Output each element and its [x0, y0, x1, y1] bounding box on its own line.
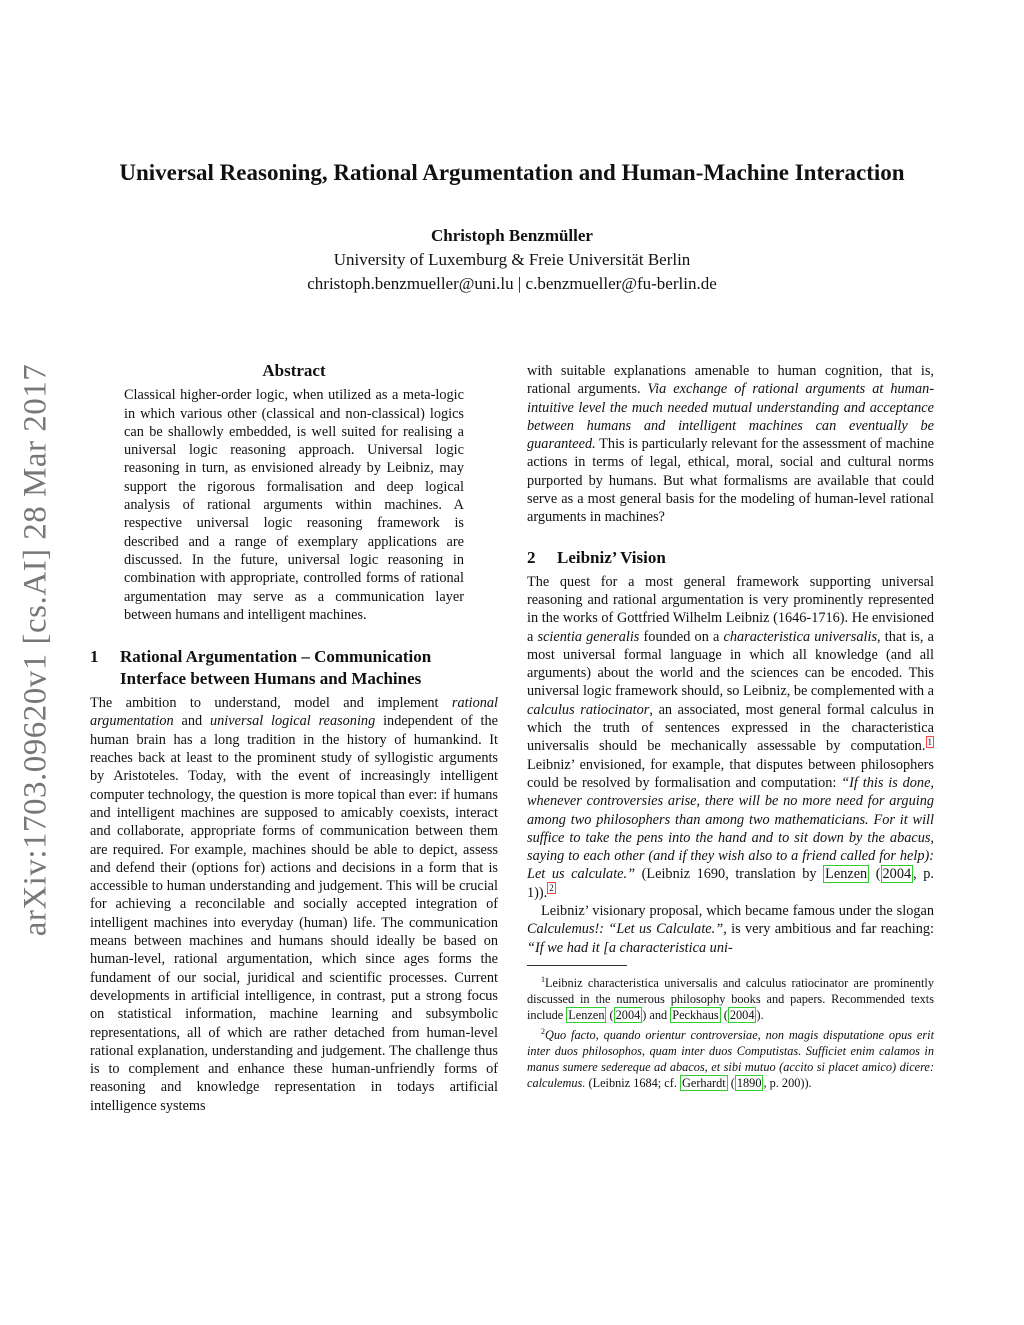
footnote-citation-gerhardt-link[interactable]: Gerhardt: [682, 1076, 726, 1091]
abstract-text: Classical higher-order logic, when utilized as a meta-logic in which various other (classical and non-classical) logics can be shallowly embedded, is well suited for realising a universal logic reasoning approach. Universal logic reasoning in turn, as envisioned already by Leibniz, may support the rigorous formalisation and deep logical analysis of rational arguments within machines. A respective universal logic reasoning framework is described and a range of exemplary applications are discussed. In the future, universal logic reasoning in combination with appropriate, controlled forms of rational argumentation may serve as a communication layer between humans and intelligent machines.: [124, 387, 464, 623]
footnote-citation-peckhaus-year-link[interactable]: 2004: [729, 1008, 755, 1023]
section-2-paragraph-2: Leibniz’ visionary proposal, which became famous under the slogan Calculemus!: “Let us Calculate.”, is very ambitious and far reaching: “If we had it [a characteristica uni-: [527, 903, 934, 956]
arxiv-stamp: arXiv:1703.09620v1 [cs.AI] 28 Mar 2017: [17, 363, 54, 937]
section-1-number: 1: [90, 647, 99, 667]
author-name: Christoph Benzmüller: [431, 226, 593, 245]
footnote-1: $^1$Leibniz characteristica universalis and calculus ratiocinator are prominently discussed in the numerous philosophy books and papers. Recommended texts include Lenzen ( 2004 ) and Peckhaus ( 2004 ).: [527, 974, 934, 1023]
left-column: [90, 362, 498, 1115]
citation-lenzen-year-link[interactable]: 2004: [882, 866, 912, 883]
footnote-citation-lenzen-year-link[interactable]: 2004: [615, 1008, 641, 1023]
footnote-citation-lenzen-link[interactable]: Lenzen: [568, 1008, 605, 1023]
section-1-title-line1: Rational Argumentation – Communication: [120, 647, 432, 667]
paper-title: Universal Reasoning, Rational Argumentation and Human-Machine Interaction: [119, 160, 905, 185]
section-1-heading: [90, 646, 498, 690]
footnote-2-link[interactable]: 2: [549, 882, 554, 893]
author-affiliation: University of Luxemburg & Freie Universität Berlin: [333, 250, 691, 269]
section-2-number: 2: [527, 547, 536, 567]
section-2-title: Leibniz’ Vision: [557, 547, 666, 567]
footnote-rule: [527, 965, 627, 966]
right-column: [527, 362, 934, 1092]
section-1-paragraph: The ambition to understand, model and implement rational argumentation and universal logical reasoning independent of the human brain has a long tradition in the history of humankind. It reaches back at least to the prominent study of syllogistic arguments by Aristoteles. Today, with the event of increasingly intelligent computer technology, the question is more topical than ever: if humans and intelligent machines are supposed to amicably coexists, interact and collaborate, appropriate forms of communication between them are required. For example, machines should be able to depict, assess and defend their (options for) actions and decisions in a form that is accessible to human understanding and judgement. This will be crucial for achieving a reconcilable and socially accepted integration of intelligent machines into everyday (human) life. The communication means between machines and humans should ideally be based on human-level, rational argumentation, which since ages forms the fundament of our social, juridical and scientific processes. Current developments in artificial intelligence, in contrast, put a strong focus on statistical information, machine learning and subsymbolic representations, all of which are rather detached from human-level rational explanation, understanding and judgement. The challenge thus is to complement and enhance these human-unfriendly forms of reasoning and knowledge representation in todays artificial intelligence systems: [90, 695, 498, 1114]
section-2-paragraph-1: The quest for a most general framework supporting universal reasoning and rational argumentation is very prominently represented in the works of Gottfried Wilhelm Leibniz (1646-1716). He envisioned a scientia generalis founded on a characteristica universalis, that is, a most universal formal language in which all knowledge (and all arguments) about the world and the sciences can be encoded. This universal logic framework should, so Leibniz, be complemented with a calculus ratiocinator, an associated, most general formal calculus in which the truth of sentences expressed in the characteristica universalis should be mechanically assessable by computation. $^1$ Leibniz’ envisioned, for example, that disputes between philosophers could be resolved by formalisation and computation: “If this is done, whenever controversies arise, there will be no more need for arguing among two philosophers than among two mathematicians. For it will suffice to take the pens into the hand and to sit down by the abacus, saying to each other (and if they wish also to a friend called for help): Let us calculate.” (Leibniz 1690, translation by Lenzen ( 2004 , p. 1)). $^2$: [527, 573, 935, 901]
footnote-citation-peckhaus-link[interactable]: Peckhaus: [672, 1008, 719, 1023]
section-1-paragraph-continued: with suitable explanations amenable to human cognition, that is, rational arguments. Via exchange of rational arguments at human-intuitive level the much needed mutual understanding and acceptance between humans and intelligent machines can eventually be guaranteed. This is particularly relevant for the assessment of machine actions in terms of legal, ethical, moral, social and cultural norms purported by humans. But what formalisms are available that could serve as a most general basis for the modeling of human-level rational arguments in machines?: [527, 363, 935, 526]
footnote-1-link[interactable]: 1: [927, 736, 932, 747]
abstract-heading: Abstract: [262, 361, 326, 380]
section-1-title-line2: Interface between Humans and Machines: [120, 669, 422, 689]
footnote-citation-gerhardt-year-link[interactable]: 1890: [736, 1076, 762, 1091]
footnote-2: $^2$Quo facto, quando orientur controversiae, non magis disputatione opus erit inter duos philosophos, quam inter duos Computistas. Sufficiet enim calamos in manus sumere sedereque ad abacos, et sibi mutuo (accito si placet amico) dicere: calculemus. (Leibniz 1684; cf. Gerhardt ( 1890 , p. 200)).: [527, 1026, 934, 1091]
citation-lenzen-link[interactable]: Lenzen: [825, 866, 868, 883]
author-email: christoph.benzmueller@uni.lu | c.benzmueller@fu-berlin.de: [307, 274, 717, 293]
section-2-heading: [527, 547, 934, 569]
